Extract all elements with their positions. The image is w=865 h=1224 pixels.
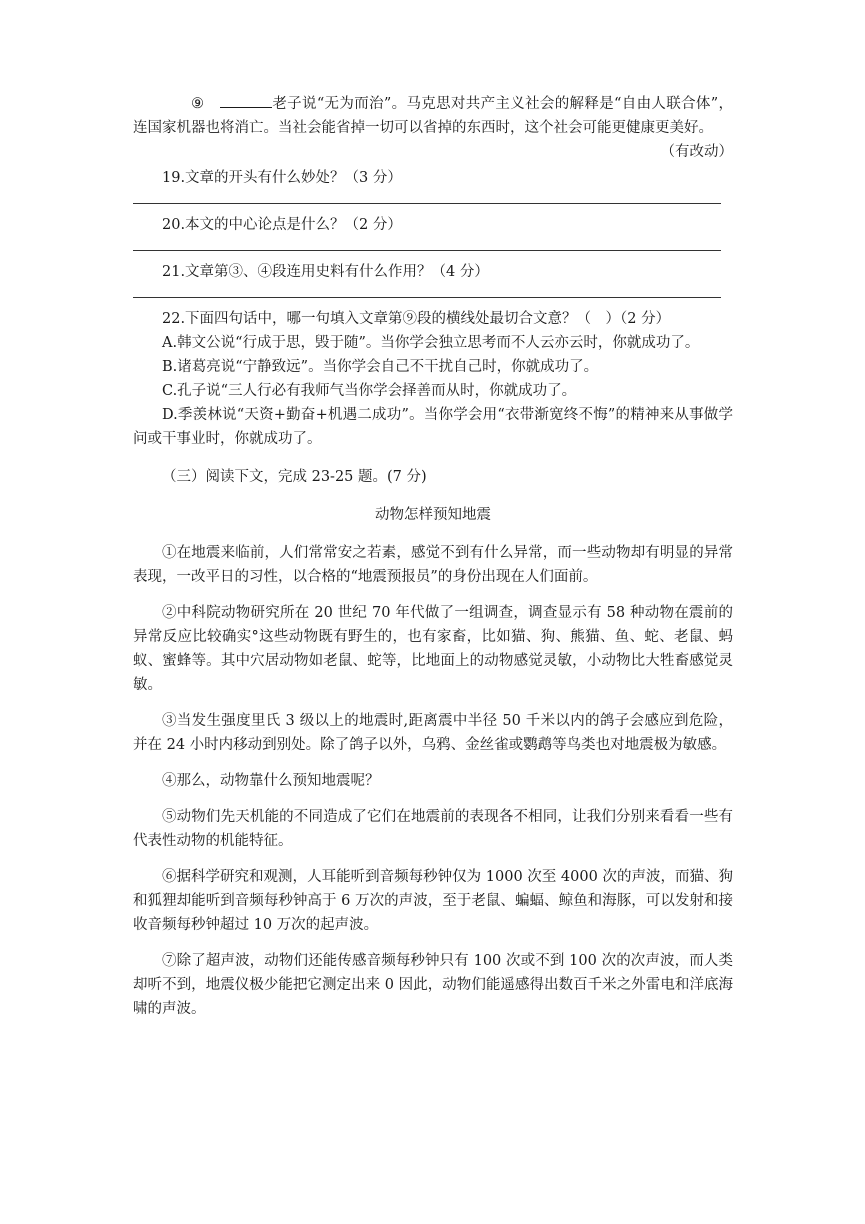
section-3-heading: （三）阅读下文，完成 23-25 题。(7 分) [162,469,427,485]
question-22: 22.下面四句话中，哪一句填入文章第⑨段的横线处最切合文意？（ ）（2 分） [162,311,671,327]
option-a: A.韩文公说“行成于思，毁于随”。当你学会独立思考而不人云亦云时，你就成功了。 [162,335,700,351]
article-paragraph: ①在地震来临前，人们常常安之若素，感觉不到有什么异常，而一些动物却有明显的异常表现，一改平日的习性，以合格的“地震预报员”的身份出现在人们面前。 [133,545,733,585]
article-paragraph: ⑤动物们先天机能的不同造成了它们在地震前的表现各不相同，让我们分别来看看一些有代表性动物的机能特征。 [133,809,733,849]
article-paragraph: ④那么，动物靠什么预知地震呢？ [162,773,380,789]
answer-line-19[interactable] [133,203,721,204]
paragraph-9-text: 老子说“无为而治”。马克思对共产主义社会的解释是“自由人联合体”，连国家机器也将消亡。当社会能省掉一切可以省掉的东西时，这个社会可能更健康更美好。 [133,96,733,136]
option-d: D.季羡林说“天资+勤奋+机遇二成功”。当你学会用“衣带渐宽终不悔”的精神来从事做学问或干事业时，你就成功了。 [133,407,733,447]
paragraph-9 [133,92,733,140]
question-21: 21.文章第③、④段连用史料有什么作用？（4 分） [162,264,489,280]
answer-line-21[interactable] [133,297,721,298]
article-paragraph: ⑥据科学研究和观测，人耳能听到音频每秒钟仅为 1000 次至 4000 次的声波，而猫、狗和狐狸却能听到音频每秒钟高于 6 万次的声波，至于老鼠、蝙蝠、鲸鱼和海豚，可以发射和接收音频每秒钟超过 10 万次的起声波。 [133,869,733,933]
answer-line-20[interactable] [133,250,721,251]
document-page [133,92,733,1021]
option-b: B.诸葛亮说“宁静致远”。当你学会自己不干扰自己时，你就成功了。 [162,359,599,375]
article-paragraph: ③当发生强度里氏 3 级以上的地震时,距离震中半径 50 千米以内的鸽子会感应到危险，并在 24 小时内移动到别处。除了鸽子以外，乌鸦、金丝雀或鹦鹉等鸟类也对地震极为敏感。 [133,713,733,753]
option-c: C.孔子说“三人行必有我师气当你学会择善而从时，你就成功了。 [162,383,577,399]
article-paragraph: ②中科院动物研究所在 20 世纪 70 年代做了一组调查，调查显示有 58 种动物在震前的异常反应比较确实°这些动物既有野生的，也有家畜，比如猫、狗、熊猫、鱼、蛇、老鼠、蚂蚁、蜜蜂等。其中穴居动物如老鼠、蛇等，比地面上的动物感觉灵敏，小动物比大牲畜感觉灵敏。 [133,605,733,693]
question-19: 19.文章的开头有什么妙处？（3 分） [162,170,402,186]
article-title: 动物怎样预知地震 [375,507,491,523]
paragraph-marker: ⑨ [191,96,204,112]
adaptation-note: （有改动） [660,144,733,160]
article-paragraph: ⑦除了超声波，动物们还能传感音频每秒钟只有 100 次或不到 100 次的次声波，而人类却听不到，地震仪极少能把它测定出来 0 因此，动物们能遥感得出数百千米之外雷电和洋底海啸的声波。 [133,953,733,1017]
question-20: 20.本文的中心论点是什么？（2 分） [162,217,402,233]
fill-in-blank [220,92,272,108]
